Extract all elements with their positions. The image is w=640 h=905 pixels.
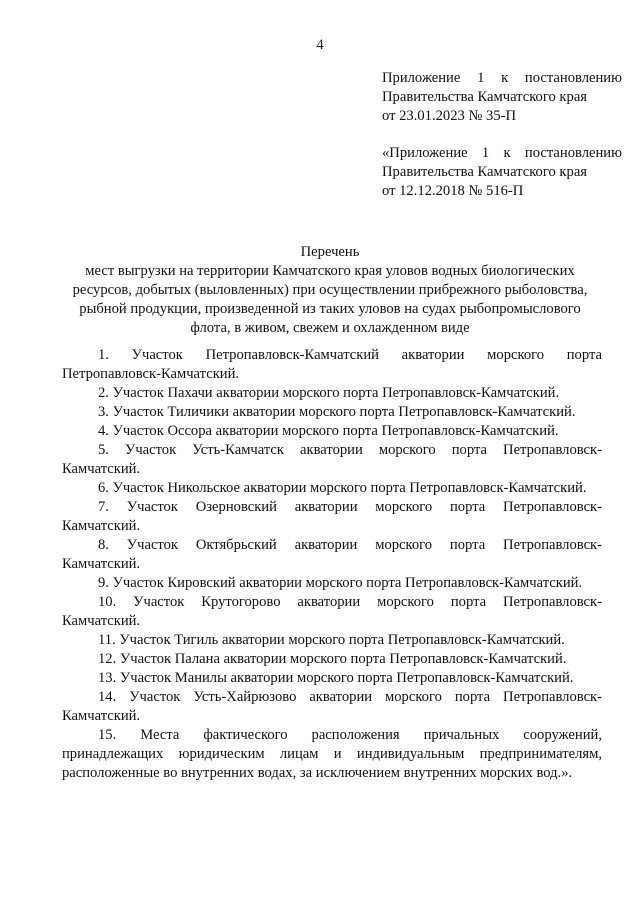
title-line-5: флота, в живом, свежем и охлажденном виде — [190, 320, 470, 336]
locations-list — [62, 346, 602, 783]
list-item-text: 11. Участок Тигиль акватории морского порта Петропавловск-Камчатский. — [98, 632, 565, 648]
list-item-text: 15. Места фактического расположения причальных сооружений, — [98, 727, 602, 743]
list-item-text: 4. Участок Оссора акватории морского порта Петропавловск-Камчатский. — [98, 423, 559, 439]
list-item — [62, 384, 602, 403]
appendix-old-line-3: от 12.12.2018 № 516-П — [382, 183, 524, 199]
appendix-old-line-1: «Приложение 1 к постановлению — [382, 145, 622, 161]
list-item — [62, 479, 602, 498]
title-line-4: рыбной продукции, произведенной из таких уловов на судах рыбопромыслового — [79, 301, 581, 317]
list-item-text: 13. Участок Манилы акватории морского порта Петропавловск-Камчатский. — [98, 670, 574, 686]
list-item — [62, 346, 602, 384]
list-item-continuation: Камчатский. — [62, 518, 141, 534]
appendix-header-new — [382, 69, 622, 126]
appendix-new-line-3: от 23.01.2023 № 35-П — [382, 108, 517, 124]
list-item-text: 5. Участок Усть-Камчатск акватории морского порта Петропавловск- — [98, 442, 602, 458]
document-title — [60, 243, 600, 338]
list-item-continuation: Камчатский. — [62, 556, 141, 572]
list-item — [62, 631, 602, 650]
list-item — [62, 403, 602, 422]
list-item-text: 7. Участок Озерновский акватории морского порта Петропавловск- — [98, 499, 602, 515]
list-item-continuation: расположенные во внутренних водах, за исключением внутренних морских вод.». — [62, 765, 573, 781]
list-item — [62, 650, 602, 669]
page-number: 4 — [316, 37, 324, 53]
list-item — [62, 726, 602, 783]
list-item-continuation: Петропавловск-Камчатский. — [62, 366, 240, 382]
list-item-text: 9. Участок Кировский акватории морского порта Петропавловск-Камчатский. — [98, 575, 583, 591]
list-item — [62, 688, 602, 726]
list-item-text: 12. Участок Палана акватории морского порта Петропавловск-Камчатский. — [98, 651, 567, 667]
list-item-text: 2. Участок Пахачи акватории морского порта Петропавловск-Камчатский. — [98, 385, 560, 401]
list-item-text: 3. Участок Тиличики акватории морского порта Петропавловск-Камчатский. — [98, 404, 576, 420]
list-item — [62, 498, 602, 536]
appendix-new-line-2: Правительства Камчатского края — [382, 89, 588, 105]
list-item — [62, 441, 602, 479]
list-item-continuation: Камчатский. — [62, 708, 141, 724]
list-item — [62, 422, 602, 441]
list-item-text: 10. Участок Крутогорово акватории морского порта Петропавловск- — [98, 594, 602, 610]
appendix-new-line-1: Приложение 1 к постановлению — [382, 70, 622, 86]
list-item — [62, 669, 602, 688]
list-item — [62, 536, 602, 574]
appendix-old-line-2: Правительства Камчатского края — [382, 164, 588, 180]
list-item-continuation: Камчатский. — [62, 613, 141, 629]
list-item-text: 14. Участок Усть-Хайрюзово акватории морского порта Петропавловск- — [98, 689, 602, 705]
title-line-1: Перечень — [300, 244, 360, 260]
list-item-text: 1. Участок Петропавловск-Камчатский акватории морского порта — [98, 347, 602, 363]
list-item — [62, 574, 602, 593]
list-item-continuation: Камчатский. — [62, 461, 141, 477]
list-item-continuation: принадлежащих юридическим лицам и индивидуальным предпринимателям, — [62, 746, 602, 762]
list-item-text: 6. Участок Никольское акватории морского порта Петропавловск-Камчатский. — [98, 480, 587, 496]
list-item-text: 8. Участок Октябрьский акватории морского порта Петропавловск- — [98, 537, 602, 553]
title-line-3: ресурсов, добытых (выловленных) при осуществлении прибрежного рыболовства, — [72, 282, 588, 298]
title-line-2: мест выгрузки на территории Камчатского края уловов водных биологических — [85, 263, 575, 279]
list-item — [62, 593, 602, 631]
appendix-header-old — [382, 144, 622, 201]
